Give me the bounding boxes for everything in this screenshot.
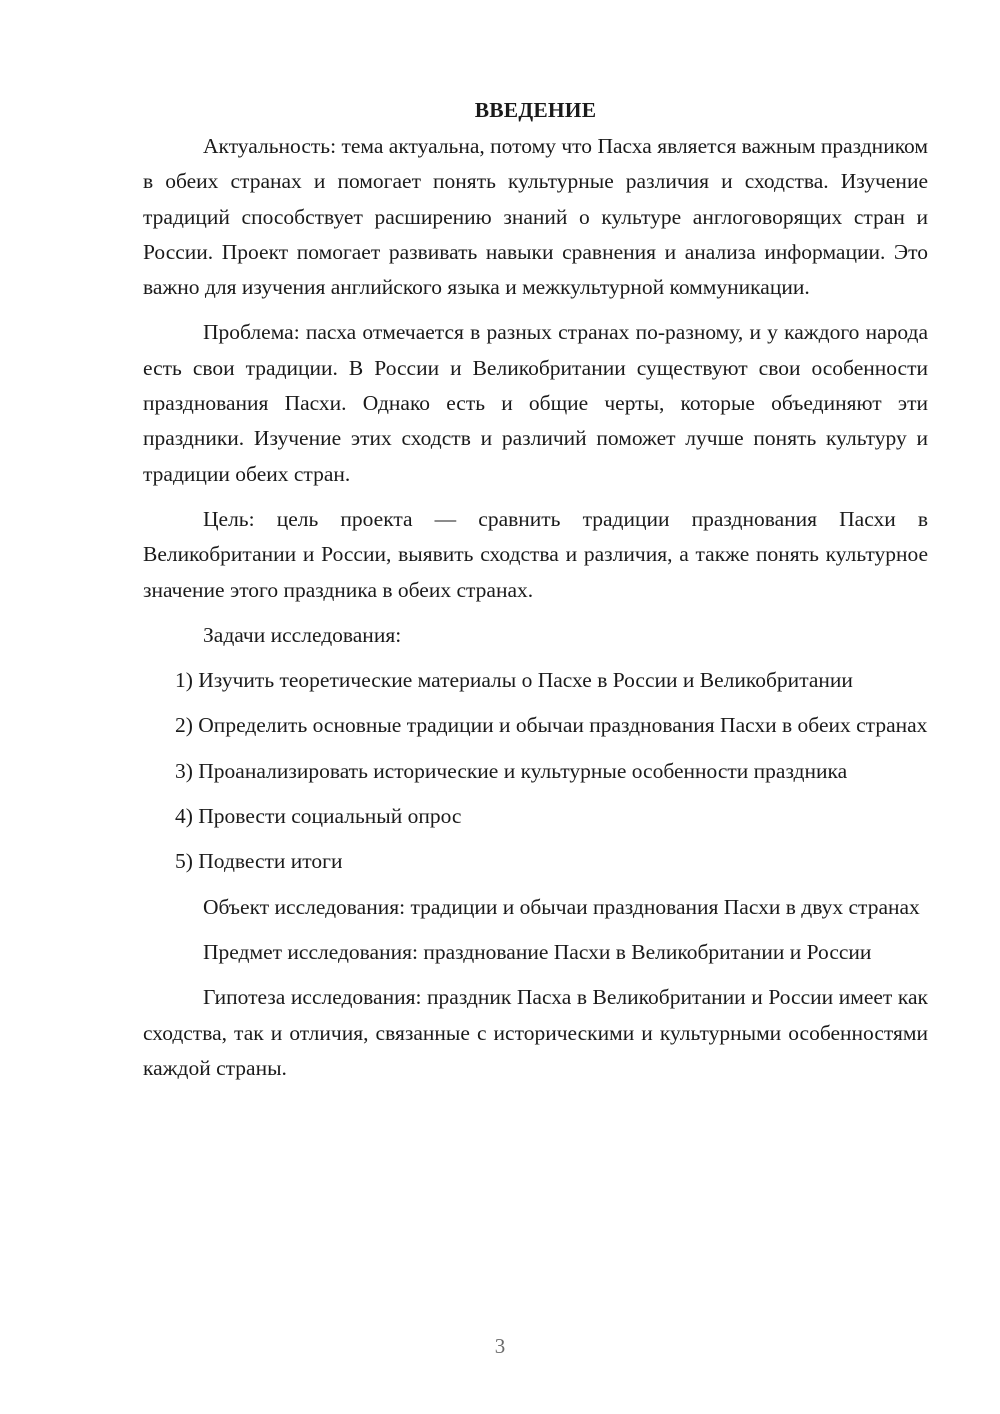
- page-content: [143, 92, 928, 1086]
- problem-paragraph: Проблема: пасха отмечается в разных странах по-разному, и у каждого народа есть свои традиции. В России и Великобритании существуют свои особенности празднования Пасхи. Однако есть и общие черты, которые объединяют эти праздники. Изучение этих сходств и различий поможет лучше понять культуру и традиции обеих стран.: [143, 320, 928, 486]
- relevance-paragraph: Актуальность: тема актуальна, потому что Пасха является важным праздником в обеих странах и помогает понять культурные различия и сходства. Изучение традиций способствует расширению знаний о культуре англоговорящих стран и России. Проект помогает развивать навыки сравнения и анализа информации. Это важно для изучения английского языка и межкультурной коммуникации.: [143, 134, 928, 300]
- section-title: ВВЕДЕНИЕ: [474, 98, 597, 122]
- task-item-3: 3) Проанализировать исторические и культурные особенности праздника: [175, 758, 848, 783]
- task-item-4: 4) Провести социальный опрос: [175, 804, 462, 829]
- task-item-5: 5) Подвести итоги: [175, 849, 343, 874]
- tasks-heading: Задачи исследования:: [203, 622, 402, 647]
- object-paragraph: Объект исследования: традиции и обычаи празднования Пасхи в двух странах: [203, 894, 920, 919]
- task-item-2: 2) Определить основные традиции и обычаи празднования Пасхи в обеих странах: [175, 713, 928, 738]
- hypothesis-paragraph: Гипотеза исследования: праздник Пасха в Великобритании и России имеет как сходства, так и отличия, связанные с историческими и культурными особенностями каждой страны.: [143, 985, 928, 1080]
- goal-paragraph: Цель: цель проекта — сравнить традиции празднования Пасхи в Великобритании и России, выявить сходства и различия, а также понять культурное значение этого праздника в обеих странах.: [143, 506, 928, 602]
- page-number: 3: [494, 1334, 506, 1358]
- subject-paragraph: Предмет исследования: празднование Пасхи в Великобритании и России: [203, 939, 872, 964]
- task-item-1: 1) Изучить теоретические материалы о Пасхе в России и Великобритании: [175, 668, 853, 693]
